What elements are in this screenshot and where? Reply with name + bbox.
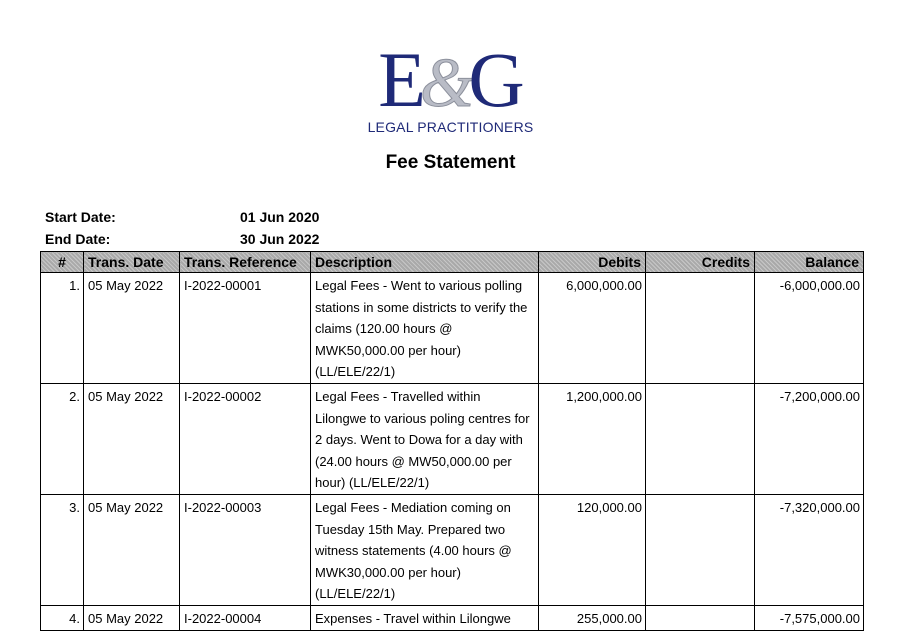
row-debits: 1,200,000.00 bbox=[539, 383, 646, 494]
row-description: Legal Fees - Travelled within Lilongwe to various poling centres for 2 days. Went to Dowa for a day with (24.00 hours @ MW50,000.00 per hour) (LL/ELE/22/1) bbox=[311, 383, 539, 494]
row-balance: -7,200,000.00 bbox=[755, 383, 864, 494]
row-description: Legal Fees - Went to various polling stations in some districts to verify the claims (120.00 hours @ MWK50,000.00 per hour) (LL/ELE/22/1) bbox=[311, 273, 539, 384]
row-trans-date: 05 May 2022 bbox=[84, 605, 180, 630]
row-debits: 6,000,000.00 bbox=[539, 273, 646, 384]
row-trans-reference: I-2022-00004 bbox=[180, 605, 311, 630]
row-credits bbox=[646, 494, 755, 605]
row-credits bbox=[646, 605, 755, 630]
row-balance: -7,575,000.00 bbox=[755, 605, 864, 630]
table-row bbox=[41, 273, 864, 384]
start-date-value: 01 Jun 2020 bbox=[240, 209, 320, 225]
row-trans-reference: I-2022-00003 bbox=[180, 494, 311, 605]
row-trans-reference: I-2022-00001 bbox=[180, 273, 311, 384]
start-date-label: Start Date: bbox=[45, 209, 116, 225]
row-trans-date: 05 May 2022 bbox=[84, 494, 180, 605]
table-row bbox=[41, 494, 864, 605]
row-description: Legal Fees - Mediation coming on Tuesday 15th May. Prepared two witness statements (4.00 hours @ MWK30,000.00 per hour) (LL/ELE/22/1) bbox=[311, 494, 539, 605]
end-date-label: End Date: bbox=[45, 231, 111, 247]
logo-monogram bbox=[378, 36, 523, 124]
header-balance: Balance bbox=[755, 252, 864, 273]
header-description: Description bbox=[311, 252, 539, 273]
row-credits bbox=[646, 273, 755, 384]
header-debits: Debits bbox=[539, 252, 646, 273]
start-date-row bbox=[45, 209, 319, 225]
header-credits: Credits bbox=[646, 252, 755, 273]
row-num: 2. bbox=[41, 383, 84, 494]
logo-subtitle: LEGAL PRACTITIONERS bbox=[367, 119, 534, 135]
row-balance: -6,000,000.00 bbox=[755, 273, 864, 384]
row-trans-date: 05 May 2022 bbox=[84, 383, 180, 494]
end-date-row bbox=[45, 231, 319, 247]
company-logo bbox=[0, 36, 901, 124]
header-trans-reference: Trans. Reference bbox=[180, 252, 311, 273]
row-balance: -7,320,000.00 bbox=[755, 494, 864, 605]
table-header-row bbox=[41, 252, 864, 273]
table-row bbox=[41, 605, 864, 630]
end-date-value: 30 Jun 2022 bbox=[240, 231, 320, 247]
row-trans-date: 05 May 2022 bbox=[84, 273, 180, 384]
logo-letter-g: G bbox=[468, 36, 523, 123]
row-debits: 120,000.00 bbox=[539, 494, 646, 605]
logo-letter-e: E bbox=[378, 36, 424, 123]
row-trans-reference: I-2022-00002 bbox=[180, 383, 311, 494]
header-trans-date: Trans. Date bbox=[84, 252, 180, 273]
row-num: 3. bbox=[41, 494, 84, 605]
row-num: 1. bbox=[41, 273, 84, 384]
logo-ampersand: & bbox=[419, 45, 473, 122]
row-num: 4. bbox=[41, 605, 84, 630]
row-debits: 255,000.00 bbox=[539, 605, 646, 630]
table-row bbox=[41, 383, 864, 494]
document-title: Fee Statement bbox=[385, 152, 516, 173]
row-credits bbox=[646, 383, 755, 494]
fee-statement-table bbox=[40, 251, 864, 631]
header-num: # bbox=[41, 252, 84, 273]
row-description: Expenses - Travel within Lilongwe bbox=[311, 605, 539, 630]
